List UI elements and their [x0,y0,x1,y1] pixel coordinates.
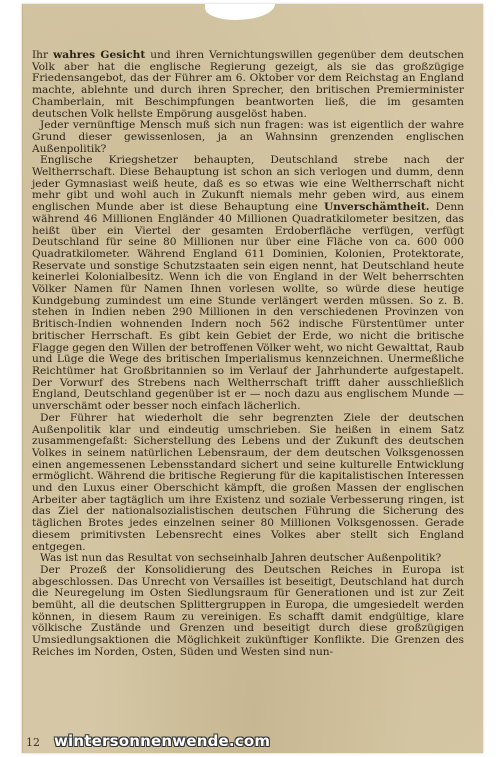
paragraph-4: Der Führer hat wiederholt die sehr begrenzten Ziele der deutschen Außenpolitik klar und eindeutig umschrieben. Sie heißen in einem Satz zusammengefaßt: Sicherstellung des Lebens und der Zukunft des deutschen Volkes in seinem natürlichen Lebensraum, der dem deutschen Volksgenossen einen angemessenen Lebensstandard sichert und seine kulturelle Entwicklung ermöglicht. Während die britische Regierung für die kapitalistischen Interessen und den Luxus einer Oberschicht kämpft, die großen Massen der englischen Arbeiter aber tagtäglich um ihre Existenz und soziale Verbesserung ringen, ist das Ziel der nationalsozialistischen deutschen Führung die Sicherung des täglichen Brotes jedes einzelnen seiner 80 Millionen Volksgenossen. Gerade diesem primitivsten Lebensrecht eines Volkes aber stellt sich England entgegen. [32,411,464,553]
paragraph-6: Der Prozeß der Konsolidierung des Deutschen Reiches in Europa ist abgeschlossen. Das Unrecht von Versailles ist beseitigt, Deutschland hat durch die Neuregelung im Osten Siedlungsraum für Generationen und ist zur Zeit bemüht, all die deutschen Splittergruppen in Europa, die umgesiedelt werden können, in diesem Raum zu vereinigen. Es schafft damit endgültige, klare völkische Zustände und Grenzen und beseitigt durch diese großzügigen Umsiedlungsaktionen die Möglichkeit zukünftiger Konflikte. Die Grenzen des Reiches im Norden, Osten, Süden und Westen sind nun- [32,563,464,658]
emphasis-unverschaemtheit: Unverschämtheit. [323,201,430,214]
page-number: 12 [26,736,40,749]
paragraph-5: Was ist nun das Resultat von sechseinhalb Jahren deutscher Außenpolitik? [40,552,442,565]
article-body [32,50,464,659]
paragraph-2: Jeder vernünftige Mensch muß sich nun fragen: was ist eigentlich der wahre Grund dieser gewissenlosen, ja an Wahnsinn grenzenden englischen Außenpolitik? [32,119,464,155]
paragraph-3: Englische Kriegshetzer behaupten, Deutschland strebe nach der Weltherrschaft. Diese Behauptung ist schon an sich verlogen und dumm, denn jeder Gymnasiast weiß heute, daß es so etwas wie eine Weltherrschaft nicht mehr gibt und wohl auch in Zukunft niemals mehr geben wird, aus einem englischen Munde aber ist diese Behauptung eine Unverschämtheit. Denn während 46 Millionen Engländer 40 Millionen Quadratkilometer besitzen, das heißt über ein Viertel der gesamten Erdoberfläche verfügen, verfügt Deutschland für seine 80 Millionen nur über eine Fläche von ca. 600 000 Quadratkilometer. Während England 611 Dominien, Kolonien, Protektorate, Reservate und sonstige Schutzstaaten sein eigen nennt, hat Deutschland heute keinerlei Kolonialbesitz. Wenn ich die von England in der Welt beherrschten Völker Namen für Namen Ihnen vorlesen wollte, so würde diese heutige Kundgebung zumindest um eine Stunde verlängert werden müssen. So z. B. stehen in Indien neben 290 Millionen in den verschiedenen Provinzen von Britisch-Indien wohnenden Indern noch 562 indische Fürstentümer unter britischer Herrschaft. Es gibt kein Gebiet der Erde, wo nicht die britische Flagge gegen den Willen der betroffenen Völker weht, wo nicht Gewalttat, Raub und Lüge die Wege des britischen Imperialismus kennzeichnen. Unermeßliche Reichtümer hat Großbritannien so im Verlauf der Jahrhunderte aufgestapelt. Der Vorwurf des Strebens nach Weltherrschaft trifft daher ausschließlich England, Deutschland gegenüber ist er — noch dazu aus englischem Munde — unverschämt oder besser noch einfach lächerlich. [32,154,465,413]
paragraph-1: Ihr wahres Gesicht und ihren Vernichtungswillen gegenüber dem deutschen Volk aber hat die englische Regierung gezeigt, als sie das großzügige Friedensangebot, das der Führer am 6. Oktober vor dem Reichstag an England machte, ablehnte und durch ihren Sprecher, den britischen Premierminister Chamberlain, mit Beschimpfungen beantworten ließ, die im gesamten deutschen Volk hellste Empörung ausgelöst haben. [32,49,464,120]
watermark: wintersonnenwende.com [54,732,271,750]
emphasis-wahres-gesicht: wahres Gesicht [53,49,146,61]
